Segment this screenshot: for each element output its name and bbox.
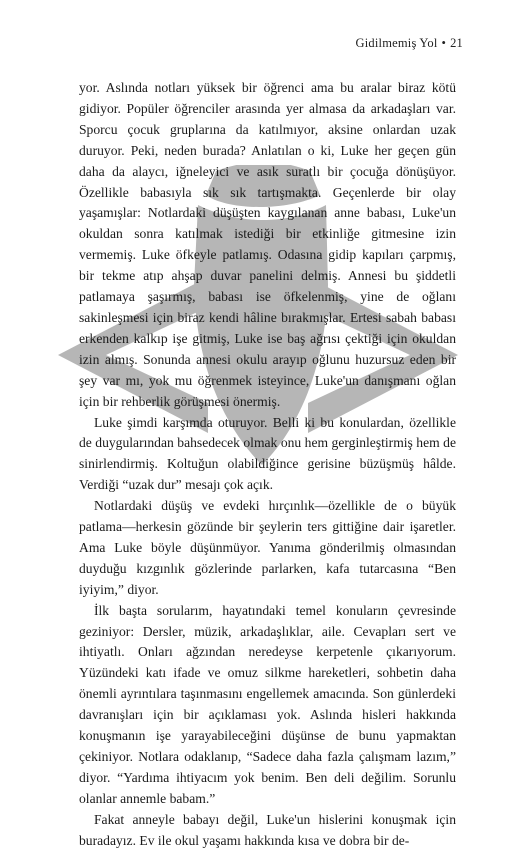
running-title: Gidilmemiş Yol xyxy=(355,36,438,50)
paragraph-2: Luke şimdi karşımda oturuyor. Belli ki bu konulardan, özellikle de duygularından bahsedecek olmak onu hem gerginleştirmiş hem de sinirlendirmiş. Koltuğun olabildiğince gerisine büzüşmüş hâlde. Verdiği “uzak dur” mesajı çok açık. xyxy=(79,414,456,493)
running-header xyxy=(356,36,463,51)
paragraph-5: Fakat anneyle babayı değil, Luke'un hislerini konuşmak için buradayız. Ev ile okul yaşamı hakkında kısa ve dobra bir de- xyxy=(79,811,456,848)
page-number: 21 xyxy=(450,36,463,50)
paragraph-1: yor. Aslında notları yüksek bir öğrenci ama bu aralar biraz kötü gidiyor. Popüler öğrenciler arasında yer almasa da arkadaşları var. Sporcu çocuk gruplarına da katılmıyor, aksine onlardan uzak duruyor. Peki, neden burada? Anlatılan o ki, Luke her geçen gün daha da alaycı, iğneleyici ve asık suratlı bir çocuğa dönüşüyor. Özellikle babasıyla sık sık tartışmakta. Geçenlerde bir olay yaşamışlar: Notlardaki düşüşten kaygılanan anne babası, Luke'un okuldan sonra katılmak istediği bir etkinliğe gitmesine izin vermemiş. Luke öfkeyle patlamış. Odasına gidip kapıları çarpmış, bir tekme atıp ahşap duvar panelini delmiş. Annesi bu şiddetli patlamaya şaşırmış, babası ise öfkelenmiş, yine de oğlanı sakinleşmesi için biraz kendi hâline bırakmışlar. Ertesi sabah babası erkenden kalkıp işe gitmiş, Luke ise baş ağrısı çektiği için okuldan izin almış. Sonunda annesi okulu arayıp oğlunu huzursuz eden bir şey var mı, yok mu öğrenmek isteyince, Luke'un danışmanı oğlan için bir rehberlik görüşmesi önermiş. xyxy=(79,80,456,409)
paragraph-4: İlk başta sorularım, hayatındaki temel konuların çevresinde geziniyor: Dersler, müzik, arkadaşlıklar, aile. Cevapları sert ve ihtiyatlı. Onları ağzından neredeyse kerpetenle çıkarıyorum. Yüzündeki katı ifade ve omuz silkme hareketleri, sohbetin daha önemli ayrıntılara taşınmasını engellemek amacında. Son günlerdeki davranışları için bir açıklaması yok. Aslında hisleri hakkında konuşmanın işe yarayabileceğini düşünse de bunu yapmaktan çekiniyor. Notlara odaklanıp, “Sadece daha fazla çalışmam lazım,” diyor. “Yardıma ihtiyacım yok benim. Ben deli değilim. Sorunlu olanlar annemle babam.” xyxy=(79,602,456,806)
paragraph-3: Notlardaki düşüş ve evdeki hırçınlık—özellikle de o büyük patlama—herkesin gözünde bir şeylerin ters gittiğine dair işaretler. Ama Luke böyle düşünmüyor. Yanıma gönderilmiş olmasından duyduğu kızgınlık gözlerinde parlarken, kafa tutarcasına “Ben iyiyim,” diyor. xyxy=(79,498,456,597)
header-separator: • xyxy=(441,36,447,50)
body-text xyxy=(79,78,456,852)
